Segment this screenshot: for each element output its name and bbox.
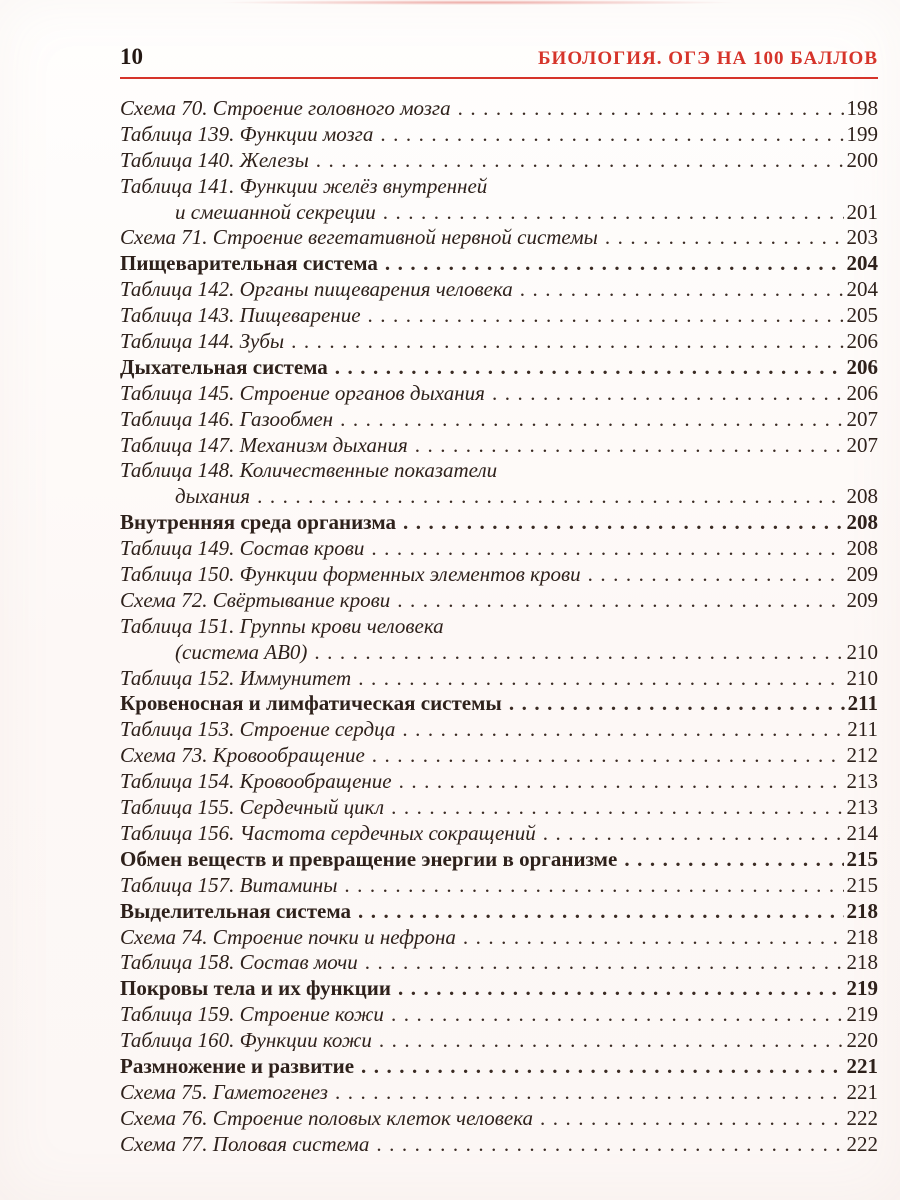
toc-entry-label: Таблица 143. Пищеварение <box>120 303 361 328</box>
toc-entry-label: Таблица 145. Строение органов дыхания <box>120 380 485 405</box>
toc-entry-label: Таблица 146. Газообмен <box>120 406 334 431</box>
toc-entry-label: Пищеварительная система <box>120 251 378 276</box>
dot-leader <box>385 251 844 277</box>
toc-entry-page: 213 <box>846 795 878 820</box>
toc-entry-page: 218 <box>846 924 878 949</box>
toc-entry-page: 222 <box>846 1105 878 1130</box>
toc-entry-page: 219 <box>846 1002 878 1027</box>
toc-entry <box>120 795 878 821</box>
toc-entry-label: Таблица 159. Строение кожи <box>120 1002 384 1027</box>
toc-entry-label: Схема 76. Строение половых клеток человека <box>120 1105 534 1130</box>
toc-entry-label: Обмен веществ и превращение энергии в организме <box>120 846 618 871</box>
running-header-title: БИОЛОГИЯ. ОГЭ НА 100 БАЛЛОВ <box>538 48 878 69</box>
toc-entry-page: 208 <box>846 510 878 535</box>
dot-leader <box>391 795 843 821</box>
toc-entry-page: 210 <box>846 639 878 664</box>
toc-entry-page: 209 <box>846 587 878 612</box>
toc-entry-label: дыхания <box>175 484 251 509</box>
dot-leader <box>458 96 844 122</box>
toc-entry-page: 213 <box>846 769 878 794</box>
dot-leader <box>391 1002 844 1028</box>
toc-entry-page: 212 <box>846 743 878 768</box>
toc-entry-page: 218 <box>846 950 878 975</box>
toc-entry <box>120 717 878 743</box>
toc-entry <box>120 433 878 459</box>
toc-entry-label: Таблица 156. Частота сердечных сокращений <box>120 820 536 845</box>
toc-entry-label: Схема 75. Гаметогенез <box>120 1079 328 1104</box>
toc-entry-label: Выделительная система <box>120 898 351 923</box>
toc-entry-page: 206 <box>846 354 878 379</box>
dot-leader <box>398 976 844 1002</box>
toc-entry-label: (система АВ0) <box>175 639 308 664</box>
toc-entry-page: 206 <box>846 380 878 405</box>
toc-entry-page: 222 <box>846 1131 878 1156</box>
dot-leader <box>291 329 843 355</box>
dot-leader <box>314 640 843 666</box>
toc-entry <box>120 277 878 303</box>
dot-leader <box>403 510 844 536</box>
page-number: 10 <box>120 44 143 69</box>
toc-entry-label: Таблица 151. Группы крови человека <box>120 613 444 638</box>
dot-leader <box>257 484 843 510</box>
toc-entry-page: 207 <box>846 406 878 431</box>
toc-entry-page: 198 <box>846 96 878 120</box>
toc-section-heading <box>120 691 878 717</box>
toc-entry <box>120 174 878 200</box>
toc-entry-page: 204 <box>846 251 878 276</box>
dot-leader <box>376 1132 843 1158</box>
dot-leader <box>588 562 844 588</box>
toc-entry-label: Таблица 158. Состав мочи <box>120 950 358 975</box>
toc-entry-label: Покровы тела и их функции <box>120 976 391 1001</box>
toc-entry <box>120 666 878 692</box>
toc-entry-label: Таблица 152. Иммунитет <box>120 665 352 690</box>
dot-leader <box>335 1080 844 1106</box>
toc-entry-page: 201 <box>846 199 878 224</box>
toc-entry-label: Схема 77. Половая система <box>120 1131 370 1156</box>
toc-entry-page: 221 <box>846 1079 878 1104</box>
toc-entry <box>120 950 878 976</box>
toc-entry-label: Размножение и развитие <box>120 1053 355 1078</box>
toc-entry-page: 208 <box>846 484 878 509</box>
toc-entry-label: Таблица 147. Механизм дыхания <box>120 432 408 457</box>
dot-leader <box>379 1028 844 1054</box>
dot-leader <box>605 225 844 251</box>
toc-entry-label: Таблица 160. Функции кожи <box>120 1028 372 1053</box>
toc-entry-page: 211 <box>847 717 878 742</box>
toc-section-heading <box>120 510 878 536</box>
dot-leader <box>399 769 844 795</box>
dot-leader <box>624 847 843 873</box>
header-rule <box>120 77 878 79</box>
toc-entry-page: 205 <box>846 303 878 328</box>
toc-entry-page: 215 <box>846 872 878 897</box>
toc-entry-label: Схема 74. Строение почки и нефрона <box>120 924 456 949</box>
toc-entry-page: 220 <box>846 1028 878 1053</box>
dot-leader <box>397 588 843 614</box>
toc-section-heading <box>120 899 878 925</box>
toc-entry-page: 200 <box>846 147 878 172</box>
toc-entry-label: Схема 71. Строение вегетативной нервной системы <box>120 225 598 250</box>
dot-leader <box>358 666 843 692</box>
dot-leader <box>402 717 844 743</box>
dot-leader <box>383 200 844 226</box>
toc-entry-label: Таблица 141. Функции желёз внутренней <box>120 173 488 198</box>
dot-leader <box>365 950 844 976</box>
toc-section-heading <box>120 976 878 1002</box>
toc-entry <box>120 122 878 148</box>
toc-entry-page: 221 <box>846 1053 878 1078</box>
dot-leader <box>372 743 844 769</box>
toc-entry-page: 206 <box>846 329 878 354</box>
dot-leader <box>520 277 844 303</box>
dot-leader <box>540 1106 843 1132</box>
toc-section-heading <box>120 251 878 277</box>
toc-entry <box>120 588 878 614</box>
toc-entry <box>120 1028 878 1054</box>
toc-entry-label: Внутренняя среда организма <box>120 510 396 535</box>
toc-entry-label: Таблица 155. Сердечный цикл <box>120 795 385 820</box>
toc-entry-page: 211 <box>847 691 878 716</box>
toc-section-heading <box>120 355 878 381</box>
toc-entry <box>120 562 878 588</box>
toc-entry-label: Дыхательная система <box>120 354 328 379</box>
toc-entry <box>120 381 878 407</box>
toc-entry <box>120 303 878 329</box>
toc-entry <box>120 925 878 951</box>
toc-entry-page: 218 <box>846 898 878 923</box>
dot-leader <box>358 899 844 925</box>
dot-leader <box>316 148 844 174</box>
toc-entry <box>120 873 878 899</box>
toc-section-heading <box>120 1054 878 1080</box>
toc-entry <box>120 1002 878 1028</box>
toc-entry-label: Таблица 140. Железы <box>120 147 309 172</box>
toc-entry-label: Схема 70. Строение головного мозга <box>120 96 451 120</box>
toc-entry-page: 207 <box>846 432 878 457</box>
toc-entry-page: 215 <box>846 846 878 871</box>
toc-entry <box>120 225 878 251</box>
toc-entry-page: 210 <box>846 665 878 690</box>
toc-entry-label: Схема 73. Кровообращение <box>120 743 365 768</box>
dot-leader <box>335 355 844 381</box>
dot-leader <box>509 691 845 717</box>
toc-entry <box>120 614 878 640</box>
toc-entry <box>120 640 878 666</box>
toc-entry-page: 204 <box>846 277 878 302</box>
dot-leader <box>415 433 844 459</box>
toc-entry <box>120 769 878 795</box>
toc-entry-label: Таблица 148. Количественные показатели <box>120 458 498 483</box>
toc-entry <box>120 484 878 510</box>
toc-list <box>120 96 878 1158</box>
toc-entry-label: Таблица 142. Органы пищеварения человека <box>120 277 513 302</box>
running-header <box>120 44 878 70</box>
toc-entry-page: 209 <box>846 562 878 587</box>
toc-entry <box>120 329 878 355</box>
toc-entry <box>120 1080 878 1106</box>
toc-entry-page: 208 <box>846 536 878 561</box>
toc-entry <box>120 148 878 174</box>
toc-entry-label: и смешанной секреции <box>175 199 376 224</box>
toc-entry-label: Таблица 139. Функции мозга <box>120 121 374 146</box>
dot-leader <box>463 925 844 951</box>
dot-leader <box>361 1054 843 1080</box>
toc-entry <box>120 821 878 847</box>
toc-entry-label: Кровеносная и лимфатическая системы <box>120 691 502 716</box>
toc-entry <box>120 1132 878 1158</box>
toc-entry-label: Таблица 157. Витамины <box>120 872 338 897</box>
toc-entry <box>120 1106 878 1132</box>
toc-entry-label: Таблица 149. Состав крови <box>120 536 365 561</box>
dot-leader <box>340 407 843 433</box>
dot-leader <box>368 303 844 329</box>
dot-leader <box>492 381 844 407</box>
toc-section-heading <box>120 847 878 873</box>
toc-entry-page: 199 <box>846 121 878 146</box>
toc-entry-label: Таблица 153. Строение сердца <box>120 717 396 742</box>
toc-entry-label: Схема 72. Свёртывание крови <box>120 587 391 612</box>
dot-leader <box>344 873 843 899</box>
toc-entry <box>120 536 878 562</box>
toc-entry-label: Таблица 144. Зубы <box>120 329 285 354</box>
dot-leader <box>543 821 844 847</box>
toc-entry-label: Таблица 150. Функции форменных элементов крови <box>120 562 581 587</box>
toc-entry-page: 219 <box>846 976 878 1001</box>
toc-entry <box>120 743 878 769</box>
toc-entry <box>120 407 878 433</box>
toc-entry <box>120 200 878 226</box>
toc-entry-label: Таблица 154. Кровообращение <box>120 769 392 794</box>
dot-leader <box>371 536 843 562</box>
toc-entry-page: 203 <box>846 225 878 250</box>
toc-entry <box>120 458 878 484</box>
dot-leader <box>380 122 843 148</box>
toc-entry <box>120 96 878 122</box>
toc-entry-page: 214 <box>846 820 878 845</box>
